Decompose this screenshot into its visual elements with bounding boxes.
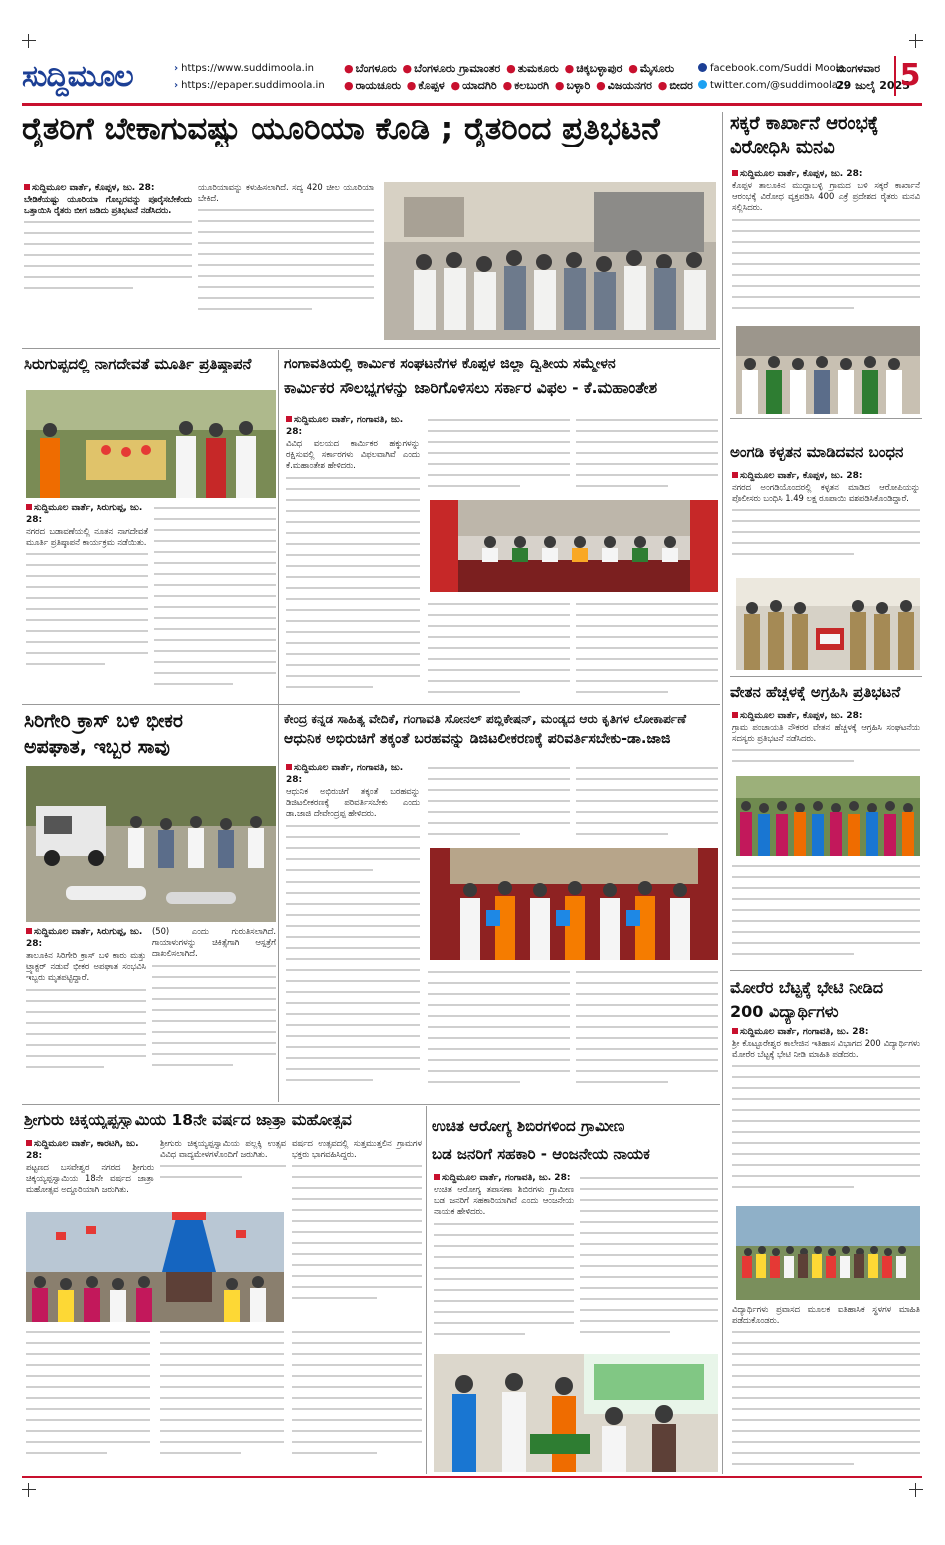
photo-book-release <box>430 848 718 960</box>
city: ತುಮಕೂರು <box>517 62 559 75</box>
photo-farmers-protest <box>384 182 716 340</box>
photo-sugar-memorandum <box>736 326 920 414</box>
section-divider <box>730 970 922 971</box>
article-wage-continued <box>732 860 920 966</box>
city: ಬೆಂಗಳೂರು ಗ್ರಾಮಾಂತರ <box>414 62 501 75</box>
city: ಕೊಪ್ಪಳ <box>418 79 445 92</box>
page-number: 5 <box>894 56 924 96</box>
article-sirigeri-col2 <box>152 926 276 1100</box>
article-workers-col1 <box>286 414 420 702</box>
article-workers-col3 <box>576 414 718 496</box>
column-divider <box>722 112 723 1474</box>
article-sirigeri-col1 <box>26 926 146 1100</box>
issue-day: ಮಂಗಳವಾರ <box>836 62 881 75</box>
headline-workers: ಕಾರ್ಮಿಕರ ಸೌಲಭ್ಯಗಳನ್ನು ಜಾರಿಗೊಳಿಸಲು ಸರ್ಕಾರ ವಿಫಲ - ಕೆ.ಮಹಾಂತೇಶ <box>284 380 658 397</box>
headline-kannada: ಆಧುನಿಕ ಅಭಿರುಚಿಗೆ ತಕ್ಕಂತೆ ಬರಹವನ್ನು ಡಿಜಿಟಲೀಕರಣಕ್ಕೆ ಪರಿವರ್ತಿಸಬೇಕು-ಡಾ.ಜಾಜಿ <box>284 732 671 747</box>
city: ರಾಯಚೂರು <box>355 79 401 92</box>
photo-health-camp <box>434 1354 718 1472</box>
dateline: ಸುದ್ದಿಮೂಲ ವಾರ್ತೆ, ಕೊಪ್ಪಳ, ಜು. 28: <box>740 711 863 721</box>
section-divider <box>730 676 922 677</box>
kicker-workers: ಗಂಗಾವತಿಯಲ್ಲಿ ಕಾರ್ಮಿಕ ಸಂಘಟನೆಗಳ ಕೊಪ್ಪಳ ಜಿಲ್ಲಾ ದ್ವಿತೀಯ ಸಮ್ಮೇಳನ <box>284 356 616 372</box>
city: ಬೆಂಗಳೂರು <box>355 62 397 75</box>
section-divider <box>22 348 720 349</box>
article-jatra-col1 <box>26 1138 154 1208</box>
lead-paragraph: ನಗರದ ಬಡಾವಣೆಯಲ್ಲಿ ನೂತನ ನಾಗದೇವತೆ ಮೂರ್ತಿ ಪ್ರತಿಷ್ಠಾಪನೆ ಕಾರ್ಯಕ್ರಮ ನಡೆಯಿತು. <box>26 526 148 548</box>
paragraph: ಯೂರಿಯಾವನ್ನು ಕಳುಹಿಸಲಾಗಿದೆ. ಸದ್ಯ 420 ಚೀಲ ಯೂರಿಯಾ ಬೇಕಿದೆ. <box>198 182 374 204</box>
article-jatra-col3 <box>292 1138 422 1322</box>
edition-cities: ● ಬೆಂಗಳೂರು ● ಬೆಂಗಳೂರು ಗ್ರಾಮಾಂತರ ● ತುಮಕೂರು ● ಚಿಕ್ಕಬಳ್ಳಾಪುರ ● ಮೈಸೂರು ● ರಾಯಚೂರು ● ಕೊಪ್ಪಳ ● ಯಾದಗಿರಿ ● ಕಲಬುರಗಿ ● ಬಳ್ಳಾರಿ ● ವಿಜಯನಗರ ● ಬೀದರ <box>344 62 693 92</box>
headline-wage: ವೇತನ ಹೆಚ್ಚಳಕ್ಕೆ ಅಗ್ರಹಿಸಿ ಪ್ರತಿಭಟನೆ <box>730 684 901 701</box>
article-kannada-col1b <box>286 876 420 1100</box>
chevron-right-icon: › <box>174 63 179 74</box>
city: ಯಾದಗಿರಿ <box>462 79 497 92</box>
headline-nagadevate: ಸಿರುಗುಪ್ಪದಲ್ಲಿ ನಾಗದೇವತೆ ಮೂರ್ತಿ ಪ್ರತಿಷ್ಠಾಪನೆ <box>24 356 252 373</box>
section-divider <box>730 418 922 419</box>
chevron-right-icon: › <box>174 80 179 91</box>
kicker-kannada: ಕೇಂದ್ರ ಕನ್ನಡ ಸಾಹಿತ್ಯ ವೇದಿಕೆ, ಗಂಗಾವತಿ ಸೋನಲ್ ಪಬ್ಲಿಕೇಷನ್, ಮಂಡ್ಯದ ಆರು ಕೃತಿಗಳ ಲೋಕಾರ್ಪಣೆ <box>284 712 687 726</box>
photo-police-seizure <box>736 578 920 670</box>
dateline: ಸುದ್ದಿಮೂಲ ವಾರ್ತೆ, ಕಾರಟಗಿ, ಜು. 28: <box>26 1139 139 1161</box>
dateline: ಸುದ್ದಿಮೂಲ ವಾರ್ತೆ, ಸಿರುಗುಪ್ಪ, ಜು. 28: <box>26 927 143 949</box>
dateline: ಸುದ್ದಿಮೂಲ ವಾರ್ತೆ, ಕೊಪ್ಪಳ, ಜು. 28: <box>740 169 863 179</box>
masthead-rule <box>22 103 922 106</box>
twitter-icon <box>698 80 707 89</box>
article-jatra-col2b <box>160 1326 284 1472</box>
registration-mark <box>909 1483 923 1497</box>
article-theft <box>732 470 920 572</box>
paragraph: (50) ಎಂದು ಗುರುತಿಸಲಾಗಿದೆ. ಗಾಯಾಳುಗಳನ್ನು ಚಿಕಿತ್ಸೆಗಾಗಿ ಆಸ್ಪತ್ರೆಗೆ ದಾಖಲಿಸಲಾಗಿದೆ. <box>152 926 276 959</box>
article-workers-col3b <box>576 598 718 702</box>
article-jatra-col3b <box>292 1326 422 1472</box>
lead-paragraph: ಪಟ್ಟಣದ ಬಸವೇಶ್ವರ ನಗರದ ಶ್ರೀಗುರು ಚಿಕ್ಕಯ್ಯಪ್ಪಸ್ವಾಮಿಯ 18ನೇ ವರ್ಷದ ಜಾತ್ರಾ ಮಹೋತ್ಸವ ಅದ್ದೂರಿಯಾಗಿ ಜರುಗಿತು. <box>26 1162 154 1195</box>
photo-wage-protest <box>736 776 920 856</box>
website-link[interactable]: https://www.suddimoola.in <box>181 63 314 74</box>
article-jatra-col1b <box>26 1326 150 1472</box>
issue-date-text: 29 ಜುಲೈ 2025 <box>836 79 910 92</box>
article-kannada-col2 <box>428 762 570 844</box>
lead-paragraph: ಶ್ರೀ ಕೊಟ್ಟೂರೇಶ್ವರ ಕಾಲೇಜಿನ ಇತಿಹಾಸ ವಿಭಾಗದ 200 ವಿದ್ಯಾರ್ಥಿಗಳು ಮೋರೆರ ಬೆಟ್ಟಕ್ಕೆ ಭೇಟಿ ನೀಡಿ ಮಾಹಿತಿ ಪಡೆದರು. <box>732 1038 920 1060</box>
lead-paragraph: ತಾಲೂಕಿನ ಸಿರಿಗೇರಿ ಕ್ರಾಸ್ ಬಳಿ ಕಾರು ಮತ್ತು ಟ್ರ್ಯಾಕ್ಟರ್ ನಡುವೆ ಭೀಕರ ಅಪಘಾತ ಸಂಭವಿಸಿ ಇಬ್ಬರು ಮೃತಪಟ್ಟಿದ್ದಾರೆ. <box>26 950 146 983</box>
headline-jatra: ಶ್ರೀಗುರು ಚಿಕ್ಕಯ್ಯಪ್ಪಸ್ವಾಮಿಯ 18ನೇ ವರ್ಷದ ಜಾತ್ರಾ ಮಹೋತ್ಸವ <box>24 1112 352 1129</box>
article-students-continued <box>732 1304 920 1472</box>
city: ವಿಜಯನಗರ <box>607 79 652 92</box>
city: ಮೈಸೂರು <box>639 62 675 75</box>
headline-health: ಉಚಿತ ಆರೋಗ್ಯ ಶಿಬಿರಗಳಿಂದ ಗ್ರಾಮೀಣ ಬಡ ಜನರಿಗೆ ಸಹಕಾರಿ - ಆಂಜನೇಯ ನಾಯಕ <box>432 1117 650 1163</box>
article-kannada-col1 <box>286 762 420 872</box>
registration-mark <box>22 34 36 48</box>
city: ಬಳ್ಳಾರಿ <box>566 79 591 92</box>
dateline: ಸುದ್ದಿಮೂಲ ವಾರ್ತೆ, ಸಿರುಗುಪ್ಪ, ಜು. 28: <box>26 503 143 525</box>
article-kannada-col3b <box>576 966 718 1100</box>
headline-theft: ಅಂಗಡಿ ಕಳ್ಳತನ ಮಾಡಿದವನ ಬಂಧನ <box>730 444 904 461</box>
dateline: ಸುದ್ದಿಮೂಲ ವಾರ್ತೆ, ಕೊಪ್ಪಳ, ಜು. 28: <box>740 471 863 481</box>
article-wage <box>732 710 920 772</box>
twitter-link[interactable]: twitter.com/@suddimoola22 <box>710 80 851 91</box>
masthead <box>22 56 922 102</box>
city: ಬೀದರ <box>669 79 693 92</box>
article-kannada-col3 <box>576 762 718 844</box>
facebook-link[interactable]: facebook.com/Suddi Moola <box>710 63 845 74</box>
city: ಚಿಕ್ಕಬಳ್ಳಾಪುರ <box>576 62 623 75</box>
headline-students: ಮೋರೆರ ಬೆಟ್ಟಕ್ಕೆ ಭೇಟಿ ನೀಡಿದ 200 ವಿದ್ಯಾರ್ಥಿಗಳು <box>730 978 884 1021</box>
lead-paragraph: ಕೊಪ್ಪಳ ತಾಲೂಕಿನ ಮುದ್ದಾಬಳ್ಳಿ ಗ್ರಾಮದ ಬಳಿ ಸಕ್ಕರೆ ಕಾರ್ಖಾನೆ ಆರಂಭಕ್ಕೆ ವಿರೋಧ ವ್ಯಕ್ತಪಡಿಸಿ 400 ಎಕ್ರೆ ಪ್ರದೇಶದ ರೈತರು ಮನವಿ ಸಲ್ಲಿಸಿದರು. <box>732 180 920 213</box>
paragraph: ವಿದ್ಯಾರ್ಥಿಗಳು ಪ್ರವಾಸದ ಮೂಲಕ ಐತಿಹಾಸಿಕ ಸ್ಥಳಗಳ ಮಾಹಿತಿ ಪಡೆದುಕೊಂಡರು. <box>732 1304 920 1326</box>
photo-students-group <box>736 1206 920 1300</box>
lead-paragraph: ಉಚಿತ ಆರೋಗ್ಯ ತಪಾಸಣಾ ಶಿಬಿರಗಳು ಗ್ರಾಮೀಣ ಬಡ ಜನರಿಗೆ ಸಹಕಾರಿಯಾಗಿವೆ ಎಂದು ಆಂಜನೇಯ ನಾಯಕ ಹೇಳಿದರು. <box>434 1184 574 1217</box>
registration-mark <box>909 34 923 48</box>
section-divider <box>22 704 720 705</box>
article-students <box>732 1026 920 1202</box>
article-sugar <box>732 168 920 320</box>
lead-paragraph: ಬೇಡಿಕೆಯಷ್ಟು ಯೂರಿಯಾ ಗೊಬ್ಬರವನ್ನು ಪೂರೈಸಬೇಕೆಂದು ಒತ್ತಾಯಿಸಿ ರೈತರು ಬೀಗ ಜಡಿದು ಪ್ರತಿಭಟನೆ ನಡೆಸಿದರು. <box>24 194 192 216</box>
city: ಕಲಬುರಗಿ <box>514 79 550 92</box>
photo-idol-installation <box>26 390 276 498</box>
photo-chariot-festival <box>26 1212 284 1322</box>
section-divider <box>22 1104 720 1105</box>
social-links <box>698 60 851 94</box>
headline-urea: ರೈತರಿಗೆ ಬೇಕಾಗುವಷ್ಟು ಯೂರಿಯಾ ಕೊಡಿ ; ರೈತರಿಂದ ಪ್ರತಿಭಟನೆ <box>22 112 660 147</box>
dateline: ಸುದ್ದಿಮೂಲ ವಾರ್ತೆ, ಗಂಗಾವತಿ, ಜು. 28: <box>740 1027 869 1037</box>
lead-paragraph: ಗ್ರಾಮ ಪಂಚಾಯತಿ ನೌಕರರ ವೇತನ ಹೆಚ್ಚಳಕ್ಕೆ ಆಗ್ರಹಿಸಿ ಸಂಘಟನೆಯ ಸದಸ್ಯರು ಪ್ರತಿಭಟನೆ ನಡೆಸಿದರು. <box>732 722 920 744</box>
headline-sirigeri: ಸಿರಿಗೇರಿ ಕ್ರಾಸ್ ಬಳಿ ಭೀಕರ ಅಪಘಾತ, ಇಬ್ಬರ ಸಾವು <box>24 710 183 758</box>
lead-paragraph: ನಗರದ ಅಂಗಡಿಯೊಂದರಲ್ಲಿ ಕಳ್ಳತನ ಮಾಡಿದ ಆರೋಪಿಯನ್ನು ಪೊಲೀಸರು ಬಂಧಿಸಿ 1.49 ಲಕ್ಷ ರೂಪಾಯಿ ವಶಪಡಿಸಿಕೊಂಡಿದ್ದಾರೆ. <box>732 482 920 504</box>
newspaper-logo: ಸುದ್ದಿಮೂಲ <box>22 59 133 94</box>
article-workers-col2 <box>428 414 570 496</box>
footer-rule <box>22 1476 922 1478</box>
article-urea-col2 <box>198 182 374 342</box>
article-nagadevate-col1 <box>26 502 148 698</box>
paragraph: ಶ್ರೀಗುರು ಚಿಕ್ಕಯ್ಯಪ್ಪಸ್ವಾಮಿಯ ಪಲ್ಲಕ್ಕಿ ಉತ್ಸವ ವಿವಿಧ ವಾದ್ಯಮೇಳಗಳೊಂದಿಗೆ ಜರುಗಿತು. <box>160 1138 286 1160</box>
article-nagadevate-col2 <box>154 502 276 698</box>
column-divider <box>426 1106 427 1474</box>
dateline: ಸುದ್ದಿಮೂಲ ವಾರ್ತೆ, ಗಂಗಾವತಿ, ಜು. 28: <box>286 763 404 785</box>
article-jatra-col2 <box>160 1138 286 1208</box>
article-kannada-col2b <box>428 966 570 1100</box>
dateline: ಸುದ್ದಿಮೂಲ ವಾರ್ತೆ, ಗಂಗಾವತಿ, ಜು. 28: <box>286 415 404 437</box>
lead-paragraph: ವಿವಿಧ ವಲಯದ ಕಾರ್ಮಿಕರ ಹಕ್ಕುಗಳನ್ನು ರಕ್ಷಿಸುವಲ್ಲಿ ಸರ್ಕಾರಗಳು ವಿಫಲವಾಗಿವೆ ಎಂದು ಕೆ.ಮಹಾಂತೇಶ ಹೇಳಿದರು. <box>286 438 420 471</box>
article-health-col2 <box>580 1172 718 1348</box>
photo-conference-stage <box>430 500 718 592</box>
article-urea-col1 <box>24 182 192 342</box>
website-links <box>174 60 325 94</box>
facebook-icon <box>698 63 707 72</box>
photo-accident-scene <box>26 766 276 922</box>
registration-mark <box>22 1483 36 1497</box>
article-health-col1 <box>434 1172 574 1348</box>
article-workers-col2b <box>428 598 570 702</box>
dateline: ಸುದ್ದಿಮೂಲ ವಾರ್ತೆ, ಕೊಪ್ಪಳ, ಜು. 28: <box>32 183 155 193</box>
column-divider <box>278 350 279 1102</box>
paragraph: ವರ್ಷದ ಉತ್ಸವದಲ್ಲಿ ಸುತ್ತಮುತ್ತಲಿನ ಗ್ರಾಮಗಳ ಭಕ್ತರು ಭಾಗವಹಿಸಿದ್ದರು. <box>292 1138 422 1160</box>
lead-paragraph: ಆಧುನಿಕ ಅಭಿರುಚಿಗೆ ತಕ್ಕಂತೆ ಬರಹವನ್ನು ಡಿಜಿಟಲೀಕರಣಕ್ಕೆ ಪರಿವರ್ತಿಸಬೇಕು ಎಂದು ಡಾ.ಜಾಜಿ ದೇವೇಂದ್ರಪ್ಪ ಹೇಳಿದರು. <box>286 786 420 819</box>
headline-sugar: ಸಕ್ಕರೆ ಕಾರ್ಖಾನೆ ಆರಂಭಕ್ಕೆ ವಿರೋಧಿಸಿ ಮನವಿ <box>730 113 879 158</box>
dateline: ಸುದ್ದಿಮೂಲ ವಾರ್ತೆ, ಗಂಗಾವತಿ, ಜು. 28: <box>442 1173 571 1183</box>
epaper-link[interactable]: https://epaper.suddimoola.in <box>181 80 325 91</box>
